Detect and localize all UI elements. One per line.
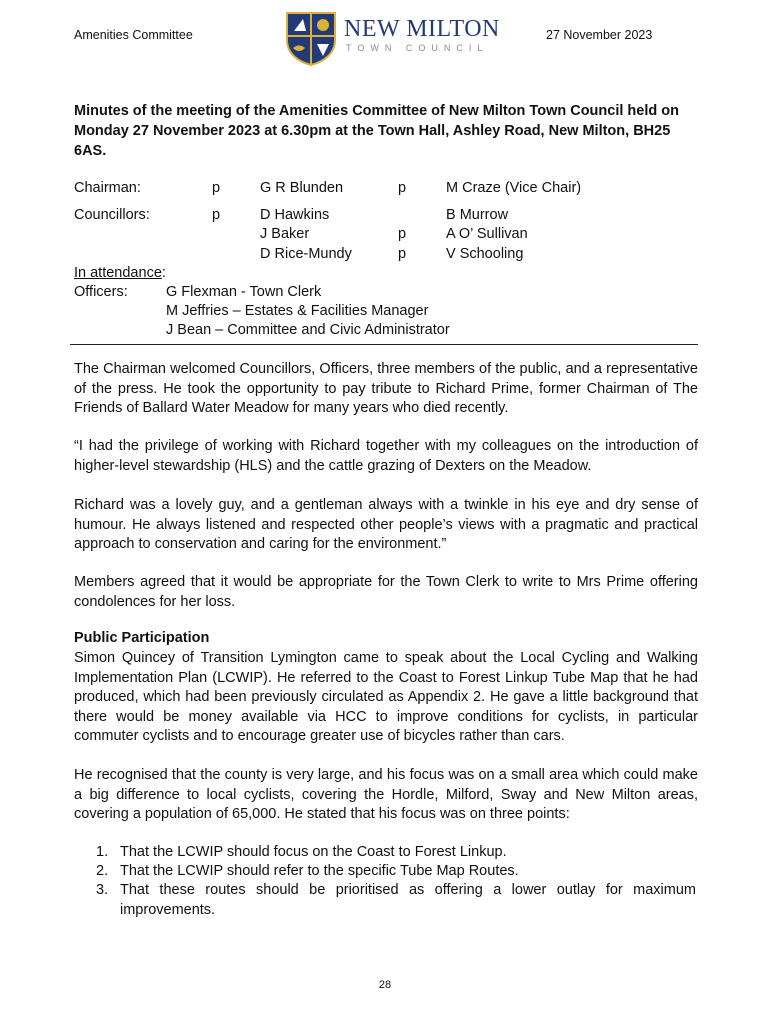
officer-name: J Bean – Committee and Civic Administrator — [166, 322, 450, 338]
public-participation-heading: Public Participation — [74, 630, 210, 646]
paragraph-focus: He recognised that the county is very large, and his focus was on a small area which could make a big difference to local cyclists, covering the Hordle, Milford, Sway and New Milton areas, covering a population of 65,000. He stated that his focus was on three points: — [74, 767, 698, 822]
chairman-name-2: M Craze (Vice Chair) — [446, 180, 582, 196]
in-attendance-label: In attendance — [74, 265, 162, 281]
list-text: That the LCWIP should focus on the Coast to Forest Linkup. — [120, 844, 507, 860]
councillor-name: A O’ Sullivan — [446, 226, 528, 242]
councillor-name: B Murrow — [446, 207, 509, 223]
paragraph-welcome: The Chairman welcomed Councillors, Officers, three members of the public, and a representative of the press. He took the opportunity to pay tribute to Richard Prime, former Chairman of The Friends of Ballard Water Meadow for many years who died recently. — [74, 361, 698, 416]
councillors-label: Councillors: — [74, 207, 150, 223]
councillor-present: p — [212, 207, 221, 223]
chairman-present-1: p — [212, 180, 221, 196]
officer-name: G Flexman - Town Clerk — [166, 284, 322, 300]
logo-name: NEW MILTON — [344, 16, 500, 42]
councillor-present: p — [398, 226, 407, 242]
list-number: 1. — [96, 844, 109, 860]
chairman-label: Chairman: — [74, 180, 141, 196]
council-logo — [283, 10, 500, 66]
officers-label: Officers: — [74, 284, 128, 300]
chairman-name-1: G R Blunden — [260, 180, 344, 196]
logo-subtitle: TOWN COUNCIL — [346, 43, 489, 53]
header-date: 27 November 2023 — [546, 28, 653, 42]
list-text: That these routes should be prioritised as offering a lower outlay for maximum improvements. — [120, 882, 696, 918]
paragraph-tribute-quote: “I had the privilege of working with Richard together with my colleagues on the introduction of higher-level stewardship (HLS) and the cattle grazing of Dexters on the Meadow. — [74, 438, 698, 474]
page-number: 28 — [378, 979, 392, 991]
councillor-present: p — [398, 246, 407, 262]
in-attendance-heading — [74, 264, 166, 284]
list-text: That the LCWIP should refer to the specific Tube Map Routes. — [120, 863, 519, 879]
list-number: 3. — [96, 882, 109, 898]
section-divider — [70, 344, 698, 345]
chairman-present-2: p — [398, 180, 407, 196]
paragraph-public-participation: Simon Quincey of Transition Lymington came to speak about the Local Cycling and Walking Implementation Plan (LCWIP). He referred to the Coast to Forest Linkup Tube Map that he had produced, which had been previously circulated as Appendix 2. He gave a little background that there would be money available via HCC to improve conditions for cyclists, in particular commuter cyclists and to encourage greater use of bicycles rather than cars. — [74, 650, 698, 744]
list-number: 2. — [96, 863, 109, 879]
header-committee: Amenities Committee — [74, 28, 193, 42]
councillor-name: V Schooling — [446, 246, 524, 262]
councillor-name: J Baker — [260, 226, 310, 242]
paragraph-tribute-quote-cont: Richard was a lovely guy, and a gentleman always with a twinkle in his eye and dry sense of humour. He always listened and respected other people’s views with a pragmatic and practical approach to conservation and caring for the environment.” — [74, 497, 698, 552]
councillor-name: D Rice-Mundy — [260, 246, 352, 262]
crest-icon — [283, 10, 339, 66]
councillor-name: D Hawkins — [260, 207, 330, 223]
minutes-title: Minutes of the meeting of the Amenities Committee of New Milton Town Council held on Monday 27 November 2023 at 6.30pm at the Town Hall, Ashley Road, New Milton, BH25 6AS. — [74, 103, 679, 159]
officer-name: M Jeffries – Estates & Facilities Manager — [166, 303, 429, 319]
in-attendance-colon: : — [161, 265, 166, 281]
paragraph-condolences: Members agreed that it would be appropriate for the Town Clerk to write to Mrs Prime offering condolences for her loss. — [74, 574, 698, 610]
